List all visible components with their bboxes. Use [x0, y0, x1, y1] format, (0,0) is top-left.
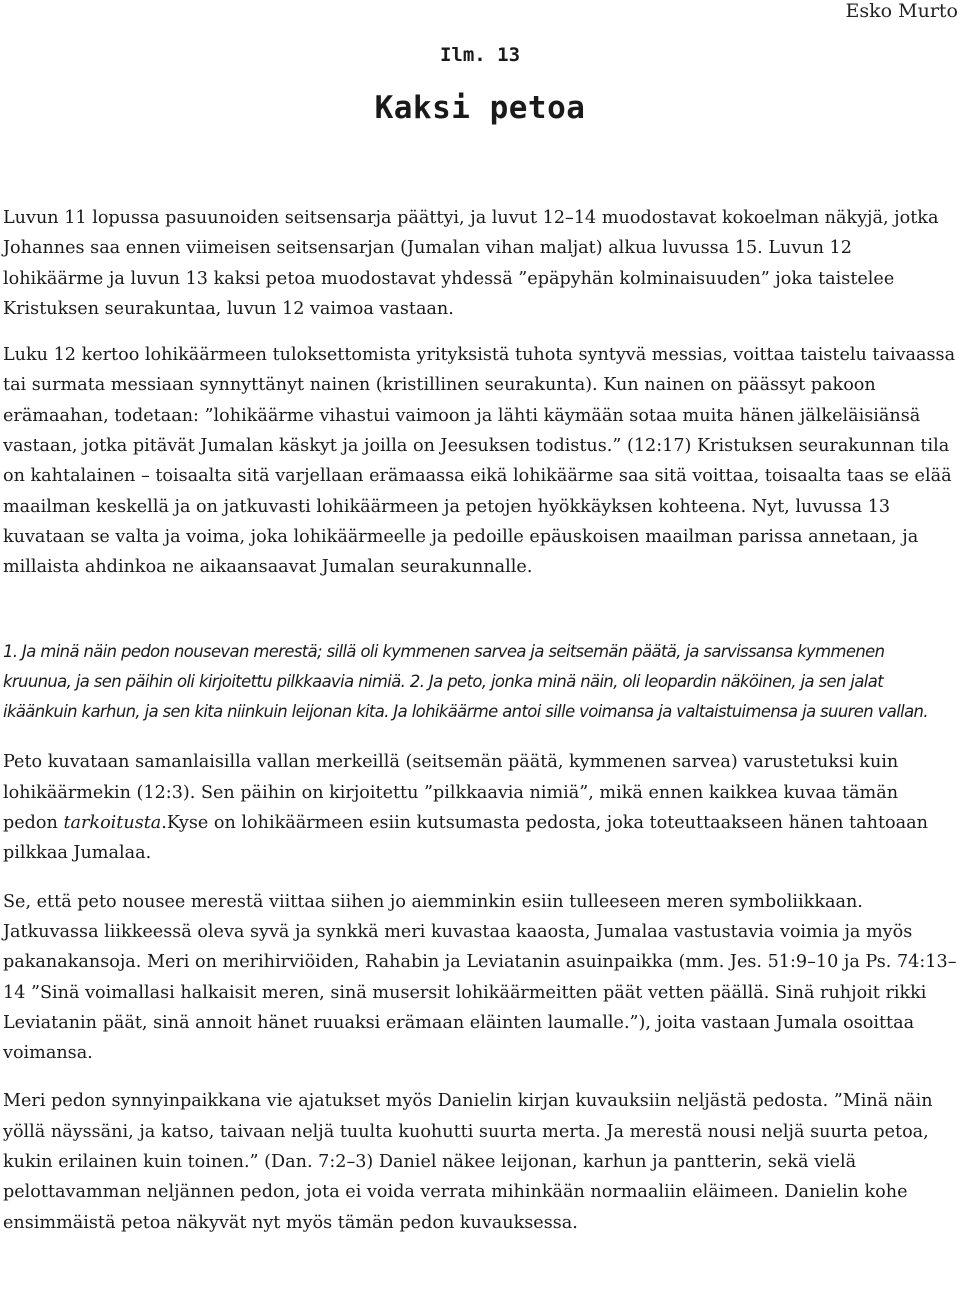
paragraph-beast-text-a: Peto kuvataan samanlaisilla vallan merkeillä (seitsemän päätä, kymmenen sarvea) varustetuksi kuin lohikäärmekin (12:3). Sen päihin on kirjoitettu ”pilkkaavia nimiä”, mikä ennen kaikkea kuvaa tämän pedon: [3, 752, 899, 834]
scripture-quote: 1. Ja minä näin pedon nousevan merestä; sillä oli kymmenen sarvea ja seitsemän päätä, ja sarvissansa kymmenen kruunua, ja sen päihin oli kirjoitettu pilkkaavia nimiä. 2. Ja peto, jonka minä näin, oli leopardin näköinen, ja sen jalat ikäänkuin karhun, ja sen kita niinkuin leijonan kita. Ja lohikäärme antoi sille voimansa ja valtaistuimensa ja suuren vallan.: [3, 641, 928, 722]
paragraph-chapter-12: Luku 12 kertoo lohikäärmeen tuloksettomista yrityksistä tuhota syntyvä messias, voittaa taistelu taivaassa tai surmata messiaan synnyttänyt nainen (kristillinen seurakunta). Kun nainen on päässyt pakoon erämaahan, todetaan: ”lohikäärme vihastui vaimoon ja lähti käymään sotaa muita hänen jälkeläisiänsä vastaan, jotka pitävät Jumalan käskyt ja joilla on Jeesuksen todistus.” (12:17) Kristuksen seurakunnan tila on kahtalainen – toisaalta sitä varjellaan erämaassa eikä lohikäärme saa sitä voittaa, toisaalta taas se elää maailman keskellä ja on jatkuvasti lohikäärmeen ja petojen hyökkäyksen kohteena. Nyt, luvussa 13 kuvataan se valta ja voima, joka lohikäärmeelle ja pedoille epäuskoisen maailman parissa annetaan, ja millaista ahdinkoa ne aikaansaavat Jumalan seurakunnalle.: [3, 345, 956, 578]
page-title: Kaksi petoa: [374, 90, 586, 126]
chapter-reference: Ilm. 13: [439, 44, 521, 66]
paragraph-beast-description: [3, 747, 957, 868]
paragraph-sea-symbolism: Se, että peto nousee merestä viittaa siihen jo aiemminkin esiin tulleeseen meren symboliikkaan. Jatkuvassa liikkeessä oleva syvä ja synkkä meri kuvastaa kaaosta, Jumalaa vastustavia voimia ja myös pakanakansoja. Meri on merihirviöiden, Rahabin ja Leviatanin asuinpaikka (mm. Jes. 51:9–10 ja Ps. 74:13–14 ”Sinä voimallasi halkaisit meren, sinä musersit lohikäärmeitten päät vetten päällä. Sinä ruhjoit rikki Leviatanin päät, sinä annoit hänet ruuaksi erämaan eläinten laumalle.”), joita vastaan Jumala osoittaa voimansa.: [3, 891, 957, 1064]
paragraph-beast-text-b: Kyse on lohikäärmeen esiin kutsumasta pedosta, joka toteuttaakseen hänen tahtoaan pilkkaa Jumalaa.: [3, 813, 928, 864]
paragraph-intro: Luvun 11 lopussa pasuunoiden seitsensarja päättyi, ja luvut 12–14 muodostavat kokoelman näkyjä, jotka Johannes saa ennen viimeisen seitsensarjan (Jumalan vihan maljat) alkua luvussa 15. Luvun 12 lohikäärme ja luvun 13 kaksi petoa muodostavat yhdessä ”epäpyhän kolminaisuuden” joka taistelee Kristuksen seurakuntaa, luvun 12 vaimoa vastaan.: [3, 208, 939, 319]
author-name: Esko Murto: [845, 0, 958, 22]
paragraph-daniel: Meri pedon synnyinpaikkana vie ajatukset myös Danielin kirjan kuvauksiin neljästä pedosta. ”Minä näin yöllä näyssäni, ja katso, taivaan neljä tuulta kuohutti suurta merta. Ja merestä nousi neljä suurta petoa, kukin erilainen kuin toinen.” (Dan. 7:2–3) Daniel näkee leijonan, karhun ja pantterin, sekä vielä pelottavamman neljännen pedon, jota ei voida verrata mihinkään normaaliin eläimeen. Danielin kohe ensimmäistä petoa näkyvät nyt myös tämän pedon kuvauksessa.: [3, 1091, 933, 1233]
paragraph-beast-emphasis: tarkoitusta.: [63, 813, 167, 834]
document-body: [3, 203, 957, 1256]
